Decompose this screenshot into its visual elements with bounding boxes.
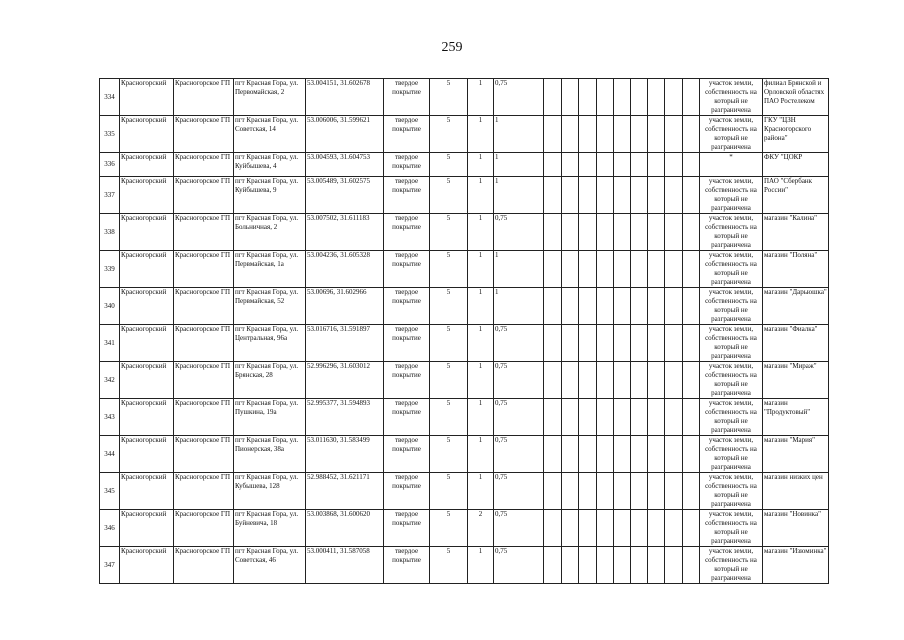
- empty-cell: [579, 288, 597, 325]
- empty-cell: [597, 251, 614, 288]
- settlement-cell: Красногорское ГП: [174, 362, 234, 399]
- empty-cell: [631, 362, 648, 399]
- empty-cell: [683, 116, 700, 153]
- empty-cell: [665, 547, 683, 584]
- land-status-cell: участок земли, собственность на который не разграничена: [700, 547, 763, 584]
- owner-cell: магазин "Дарьюшка": [763, 288, 829, 325]
- area-cell: 1: [494, 251, 544, 288]
- surface-cell: твердое покрытие: [384, 325, 430, 362]
- count-b-cell: 1: [468, 473, 494, 510]
- land-status-cell: участок земли, собственность на который не разграничена: [700, 214, 763, 251]
- empty-cell: [597, 116, 614, 153]
- surface-cell: твердое покрытие: [384, 116, 430, 153]
- address-cell: пгт Красная Гора, ул. Куйбышева, 9: [234, 177, 306, 214]
- count-a-cell: 5: [430, 214, 468, 251]
- count-b-cell: 1: [468, 116, 494, 153]
- table-row: [100, 79, 829, 116]
- address-cell: пгт Красная Гора, ул. Пушкина, 19а: [234, 399, 306, 436]
- land-status-cell: участок земли, собственность на который не разграничена: [700, 288, 763, 325]
- page-number: 259: [441, 40, 463, 55]
- count-b-cell: 1: [468, 547, 494, 584]
- row-number: 338: [100, 214, 120, 251]
- address-cell: пгт Красная Гора, ул. Больничная, 2: [234, 214, 306, 251]
- owner-cell: магазин "Калина": [763, 214, 829, 251]
- surface-cell: твердое покрытие: [384, 547, 430, 584]
- owner-cell: магазин "Мария": [763, 436, 829, 473]
- table-row: [100, 251, 829, 288]
- owner-cell: магазин "Поляна": [763, 251, 829, 288]
- coords-cell: 52.988452, 31.621171: [306, 473, 384, 510]
- coords-cell: 53.011630, 31.583499: [306, 436, 384, 473]
- empty-cell: [562, 510, 579, 547]
- land-status-cell: участок земли, собственность на который не разграничена: [700, 116, 763, 153]
- settlement-cell: Красногорское ГП: [174, 79, 234, 116]
- area-cell: 1: [494, 153, 544, 177]
- district-cell: Красногорский: [120, 251, 174, 288]
- coords-cell: 53.005489, 31.602575: [306, 177, 384, 214]
- owner-cell: филиал Брянской и Орловской областях ПАО Ростелеком: [763, 79, 829, 116]
- count-a-cell: 5: [430, 473, 468, 510]
- coords-cell: 53.004593, 31.604753: [306, 153, 384, 177]
- address-cell: пгт Красная Гора, ул. Советская, 46: [234, 547, 306, 584]
- empty-cell: [544, 251, 562, 288]
- coords-cell: 53.004236, 31.605328: [306, 251, 384, 288]
- empty-cell: [562, 153, 579, 177]
- empty-cell: [648, 436, 665, 473]
- settlement-cell: Красногорское ГП: [174, 547, 234, 584]
- district-cell: Красногорский: [120, 79, 174, 116]
- empty-cell: [683, 362, 700, 399]
- empty-cell: [562, 116, 579, 153]
- address-cell: пгт Красная Гора, ул. Первомайская, 2: [234, 79, 306, 116]
- count-a-cell: 5: [430, 510, 468, 547]
- row-number: 334: [100, 79, 120, 116]
- area-cell: 0,75: [494, 214, 544, 251]
- empty-cell: [665, 116, 683, 153]
- empty-cell: [614, 547, 631, 584]
- empty-cell: [683, 214, 700, 251]
- count-a-cell: 5: [430, 436, 468, 473]
- count-a-cell: 5: [430, 547, 468, 584]
- area-cell: 0,75: [494, 79, 544, 116]
- address-cell: пгт Красная Гора, ул. Первмайская, 1а: [234, 251, 306, 288]
- coords-cell: 53.004151, 31.602678: [306, 79, 384, 116]
- district-cell: Красногорский: [120, 214, 174, 251]
- area-cell: 0,75: [494, 325, 544, 362]
- coords-cell: 53.00696, 31.602966: [306, 288, 384, 325]
- empty-cell: [683, 473, 700, 510]
- empty-cell: [665, 79, 683, 116]
- empty-cell: [614, 153, 631, 177]
- empty-cell: [648, 116, 665, 153]
- empty-cell: [614, 177, 631, 214]
- empty-cell: [648, 214, 665, 251]
- empty-cell: [648, 153, 665, 177]
- settlement-cell: Красногорское ГП: [174, 153, 234, 177]
- empty-cell: [614, 436, 631, 473]
- surface-cell: твердое покрытие: [384, 362, 430, 399]
- empty-cell: [631, 288, 648, 325]
- empty-cell: [665, 288, 683, 325]
- coords-cell: 53.007502, 31.611183: [306, 214, 384, 251]
- empty-cell: [631, 214, 648, 251]
- area-cell: 0,75: [494, 436, 544, 473]
- coords-cell: 53.016716, 31.591897: [306, 325, 384, 362]
- empty-cell: [683, 251, 700, 288]
- empty-cell: [597, 288, 614, 325]
- empty-cell: [579, 473, 597, 510]
- empty-cell: [631, 116, 648, 153]
- empty-cell: [544, 547, 562, 584]
- empty-cell: [631, 547, 648, 584]
- row-number: 344: [100, 436, 120, 473]
- surface-cell: твердое покрытие: [384, 251, 430, 288]
- empty-cell: [597, 547, 614, 584]
- address-cell: пгт Красная Гора, ул. Центральная, 96а: [234, 325, 306, 362]
- table-row: [100, 362, 829, 399]
- settlement-cell: Красногорское ГП: [174, 251, 234, 288]
- empty-cell: [597, 473, 614, 510]
- count-a-cell: 5: [430, 399, 468, 436]
- count-b-cell: 1: [468, 153, 494, 177]
- empty-cell: [562, 177, 579, 214]
- empty-cell: [614, 473, 631, 510]
- empty-cell: [665, 510, 683, 547]
- count-b-cell: 1: [468, 214, 494, 251]
- settlement-cell: Красногорское ГП: [174, 177, 234, 214]
- area-cell: 0,75: [494, 473, 544, 510]
- row-number: 342: [100, 362, 120, 399]
- table-row: [100, 288, 829, 325]
- district-cell: Красногорский: [120, 510, 174, 547]
- count-a-cell: 5: [430, 153, 468, 177]
- row-number: 336: [100, 153, 120, 177]
- empty-cell: [562, 79, 579, 116]
- empty-cell: [562, 436, 579, 473]
- land-status-cell: участок земли, собственность на который не разграничена: [700, 79, 763, 116]
- surface-cell: твердое покрытие: [384, 177, 430, 214]
- count-b-cell: 1: [468, 325, 494, 362]
- empty-cell: [562, 547, 579, 584]
- owner-cell: магазин "Новинка": [763, 510, 829, 547]
- owner-cell: ГКУ "ЦЗН Красногорского района": [763, 116, 829, 153]
- land-status-cell: участок земли, собственность на который не разграничена: [700, 362, 763, 399]
- empty-cell: [579, 325, 597, 362]
- empty-cell: [631, 473, 648, 510]
- area-cell: 1: [494, 116, 544, 153]
- district-cell: Красногорский: [120, 288, 174, 325]
- empty-cell: [579, 177, 597, 214]
- owner-cell: магазин низких цен: [763, 473, 829, 510]
- empty-cell: [562, 362, 579, 399]
- empty-cell: [614, 510, 631, 547]
- empty-cell: [665, 473, 683, 510]
- empty-cell: [665, 362, 683, 399]
- row-number: 339: [100, 251, 120, 288]
- surface-cell: твердое покрытие: [384, 153, 430, 177]
- empty-cell: [683, 79, 700, 116]
- empty-cell: [614, 325, 631, 362]
- settlement-cell: Красногорское ГП: [174, 436, 234, 473]
- empty-cell: [544, 473, 562, 510]
- land-status-cell: участок земли, собственность на который не разграничена: [700, 251, 763, 288]
- district-cell: Красногорский: [120, 116, 174, 153]
- empty-cell: [631, 325, 648, 362]
- settlement-cell: Красногорское ГП: [174, 399, 234, 436]
- empty-cell: [665, 177, 683, 214]
- empty-cell: [648, 473, 665, 510]
- empty-cell: [544, 399, 562, 436]
- owner-cell: ПАО "Сбербанк России": [763, 177, 829, 214]
- address-cell: пгт Красная Гора, ул. Куйбышева, 4: [234, 153, 306, 177]
- row-number: 341: [100, 325, 120, 362]
- empty-cell: [562, 288, 579, 325]
- district-cell: Красногорский: [120, 473, 174, 510]
- empty-cell: [648, 325, 665, 362]
- district-cell: Красногорский: [120, 153, 174, 177]
- empty-cell: [544, 214, 562, 251]
- district-cell: Красногорский: [120, 547, 174, 584]
- row-number: 347: [100, 547, 120, 584]
- empty-cell: [683, 177, 700, 214]
- table-row: [100, 547, 829, 584]
- empty-cell: [597, 177, 614, 214]
- table-row: [100, 116, 829, 153]
- empty-cell: [631, 251, 648, 288]
- area-cell: 0,75: [494, 510, 544, 547]
- coords-cell: 53.006006, 31.599621: [306, 116, 384, 153]
- district-cell: Красногорский: [120, 399, 174, 436]
- address-cell: пгт Красная Гора, ул. Советская, 14: [234, 116, 306, 153]
- empty-cell: [648, 79, 665, 116]
- district-cell: Красногорский: [120, 325, 174, 362]
- count-b-cell: 1: [468, 436, 494, 473]
- empty-cell: [631, 399, 648, 436]
- empty-cell: [544, 177, 562, 214]
- empty-cell: [648, 362, 665, 399]
- empty-cell: [597, 362, 614, 399]
- row-number: 337: [100, 177, 120, 214]
- empty-cell: [683, 399, 700, 436]
- surface-cell: твердое покрытие: [384, 288, 430, 325]
- empty-cell: [648, 288, 665, 325]
- area-cell: 0,75: [494, 362, 544, 399]
- empty-cell: [597, 153, 614, 177]
- empty-cell: [665, 153, 683, 177]
- area-cell: 1: [494, 288, 544, 325]
- table-row: [100, 399, 829, 436]
- empty-cell: [544, 510, 562, 547]
- table-row: [100, 153, 829, 177]
- empty-cell: [614, 399, 631, 436]
- empty-cell: [614, 116, 631, 153]
- empty-cell: [544, 362, 562, 399]
- coords-cell: 53.000411, 31.587058: [306, 547, 384, 584]
- settlement-cell: Красногорское ГП: [174, 214, 234, 251]
- owner-cell: магазин "Мираж": [763, 362, 829, 399]
- empty-cell: [579, 510, 597, 547]
- owner-cell: ФКУ "ЦОКР: [763, 153, 829, 177]
- empty-cell: [597, 214, 614, 251]
- empty-cell: [631, 177, 648, 214]
- area-cell: 0,75: [494, 399, 544, 436]
- empty-cell: [683, 325, 700, 362]
- empty-cell: [648, 399, 665, 436]
- empty-cell: [665, 251, 683, 288]
- land-status-cell: участок земли, собственность на который не разграничена: [700, 473, 763, 510]
- table-row: [100, 214, 829, 251]
- count-b-cell: 1: [468, 362, 494, 399]
- empty-cell: [614, 251, 631, 288]
- empty-cell: [631, 153, 648, 177]
- count-a-cell: 5: [430, 288, 468, 325]
- empty-cell: [579, 79, 597, 116]
- district-cell: Красногорский: [120, 362, 174, 399]
- empty-cell: [597, 79, 614, 116]
- empty-cell: [579, 214, 597, 251]
- empty-cell: [614, 362, 631, 399]
- empty-cell: [562, 473, 579, 510]
- land-status-cell: участок земли, собственность на который не разграничена: [700, 510, 763, 547]
- empty-cell: [579, 153, 597, 177]
- land-status-cell: *: [700, 153, 763, 177]
- empty-cell: [648, 510, 665, 547]
- settlement-cell: Красногорское ГП: [174, 510, 234, 547]
- empty-cell: [614, 79, 631, 116]
- row-number: 340: [100, 288, 120, 325]
- empty-cell: [562, 399, 579, 436]
- settlement-cell: Красногорское ГП: [174, 116, 234, 153]
- empty-cell: [562, 325, 579, 362]
- empty-cell: [631, 436, 648, 473]
- count-a-cell: 5: [430, 177, 468, 214]
- count-a-cell: 5: [430, 116, 468, 153]
- surface-cell: твердое покрытие: [384, 436, 430, 473]
- count-b-cell: 1: [468, 177, 494, 214]
- district-cell: Красногорский: [120, 177, 174, 214]
- empty-cell: [544, 153, 562, 177]
- empty-cell: [631, 79, 648, 116]
- empty-cell: [562, 251, 579, 288]
- settlement-cell: Красногорское ГП: [174, 473, 234, 510]
- land-status-cell: участок земли, собственность на который не разграничена: [700, 177, 763, 214]
- surface-cell: твердое покрытие: [384, 510, 430, 547]
- table-row: [100, 325, 829, 362]
- empty-cell: [683, 153, 700, 177]
- empty-cell: [597, 399, 614, 436]
- empty-cell: [631, 510, 648, 547]
- empty-cell: [579, 399, 597, 436]
- coords-cell: 52.995377, 31.594893: [306, 399, 384, 436]
- row-number: 345: [100, 473, 120, 510]
- address-cell: пгт Красная Гора, ул. Пионерская, 38а: [234, 436, 306, 473]
- empty-cell: [665, 436, 683, 473]
- row-number: 343: [100, 399, 120, 436]
- surface-cell: твердое покрытие: [384, 399, 430, 436]
- empty-cell: [544, 116, 562, 153]
- settlement-cell: Красногорское ГП: [174, 288, 234, 325]
- empty-cell: [579, 436, 597, 473]
- land-status-cell: участок земли, собственность на который не разграничена: [700, 436, 763, 473]
- count-a-cell: 5: [430, 362, 468, 399]
- owner-cell: магазин "Продуктовый": [763, 399, 829, 436]
- empty-cell: [665, 399, 683, 436]
- table-row: [100, 177, 829, 214]
- empty-cell: [597, 510, 614, 547]
- count-a-cell: 5: [430, 251, 468, 288]
- count-b-cell: 1: [468, 399, 494, 436]
- surface-cell: твердое покрытие: [384, 473, 430, 510]
- empty-cell: [648, 547, 665, 584]
- empty-cell: [597, 436, 614, 473]
- empty-cell: [579, 547, 597, 584]
- empty-cell: [597, 325, 614, 362]
- empty-cell: [562, 214, 579, 251]
- table-row: [100, 436, 829, 473]
- surface-cell: твердое покрытие: [384, 79, 430, 116]
- empty-cell: [544, 325, 562, 362]
- empty-cell: [579, 362, 597, 399]
- empty-cell: [648, 177, 665, 214]
- district-cell: Красногорский: [120, 436, 174, 473]
- empty-cell: [544, 79, 562, 116]
- empty-cell: [665, 214, 683, 251]
- empty-cell: [579, 116, 597, 153]
- registry-table: [99, 78, 829, 584]
- owner-cell: магазин "Фиалка": [763, 325, 829, 362]
- empty-cell: [665, 325, 683, 362]
- land-status-cell: участок земли, собственность на который не разграничена: [700, 399, 763, 436]
- address-cell: пгт Красная Гора, ул. Брянская, 28: [234, 362, 306, 399]
- owner-cell: магазин "Изюминка": [763, 547, 829, 584]
- count-a-cell: 5: [430, 325, 468, 362]
- empty-cell: [648, 251, 665, 288]
- table-row: [100, 510, 829, 547]
- empty-cell: [614, 288, 631, 325]
- empty-cell: [614, 214, 631, 251]
- empty-cell: [683, 288, 700, 325]
- address-cell: пгт Красная Гора, ул. Кубышева, 128: [234, 473, 306, 510]
- row-number: 335: [100, 116, 120, 153]
- empty-cell: [683, 547, 700, 584]
- count-b-cell: 1: [468, 79, 494, 116]
- count-b-cell: 1: [468, 251, 494, 288]
- empty-cell: [683, 510, 700, 547]
- table-row: [100, 473, 829, 510]
- empty-cell: [544, 436, 562, 473]
- land-status-cell: участок земли, собственность на который не разграничена: [700, 325, 763, 362]
- empty-cell: [683, 436, 700, 473]
- surface-cell: твердое покрытие: [384, 214, 430, 251]
- count-b-cell: 1: [468, 288, 494, 325]
- address-cell: пгт Красная Гора, ул. Буйневича, 18: [234, 510, 306, 547]
- settlement-cell: Красногорское ГП: [174, 325, 234, 362]
- coords-cell: 52.996296, 31.603012: [306, 362, 384, 399]
- area-cell: 0,75: [494, 547, 544, 584]
- count-b-cell: 2: [468, 510, 494, 547]
- count-a-cell: 5: [430, 79, 468, 116]
- area-cell: 1: [494, 177, 544, 214]
- row-number: 346: [100, 510, 120, 547]
- empty-cell: [579, 251, 597, 288]
- address-cell: пгт Красная Гора, ул. Первмайская, 52: [234, 288, 306, 325]
- empty-cell: [544, 288, 562, 325]
- coords-cell: 53.003868, 31.600620: [306, 510, 384, 547]
